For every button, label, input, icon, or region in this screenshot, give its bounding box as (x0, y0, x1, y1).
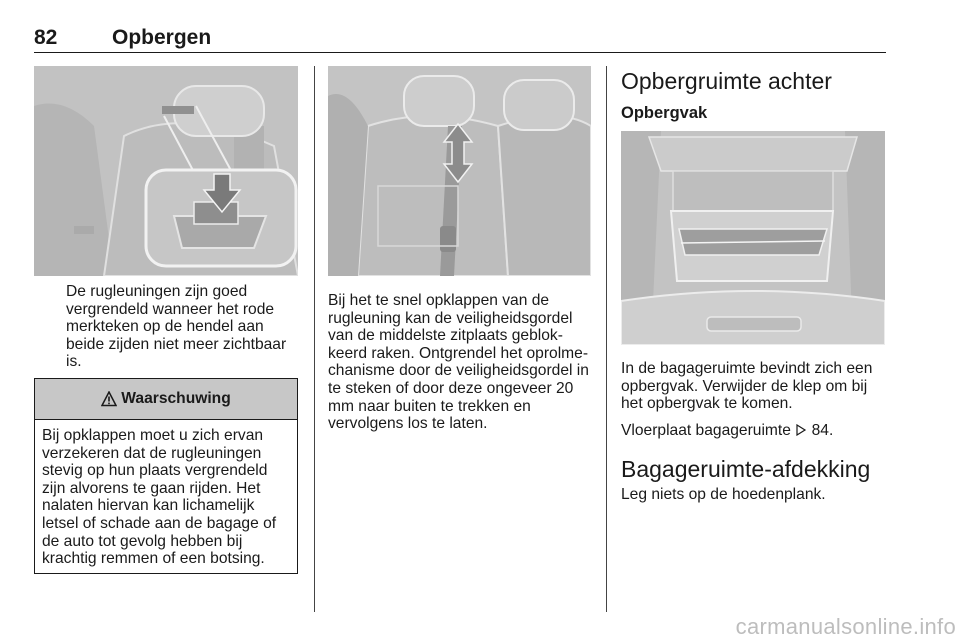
cargo-cover-heading: Bagageruimte-afdekking (621, 456, 871, 482)
storage-compartment-figure (621, 131, 885, 345)
column-divider-1 (314, 66, 315, 612)
watermark: carmanualsonline.info (735, 614, 956, 639)
cargo-cover-text (621, 486, 887, 504)
storage-paragraph: In de bagageruimte bevindt zich een opbergvak. Verwijder de klep om bij het opbergvak te komen. (621, 360, 873, 413)
seat-belt-figure (328, 66, 591, 276)
page-title: Opbergen (112, 26, 212, 49)
seat-lock-figure (34, 66, 298, 276)
warning-box (34, 378, 298, 574)
page-reference-triangle-icon (795, 424, 807, 436)
cross-reference-page[interactable]: 84. (811, 421, 834, 439)
cross-reference (621, 422, 887, 440)
page-number: 82 (34, 26, 58, 49)
warning-title: Waarschuwing (121, 390, 231, 407)
cargo-storage-compartment-icon (621, 131, 885, 345)
cargo-cover-paragraph: Leg niets op de hoedenplank. (621, 486, 826, 503)
backrest-lock-caption (66, 283, 298, 371)
warning-header (35, 379, 297, 420)
storage-text (621, 360, 887, 439)
column-divider-2 (606, 66, 607, 612)
seat-backrest-lock-icon (34, 66, 298, 276)
caption-text: De rugleuningen zijn goed vergrendeld wanneer het rode merkteken op de hendel aan beide zijden niet meer zichtbaar is. (66, 283, 287, 371)
header-divider (34, 52, 886, 53)
rear-seat-belt-icon (328, 66, 591, 276)
seat-belt-text (328, 292, 594, 433)
warning-body: Bij opklappen moet u zich ervan verzekeren dat de rugleuningen stevig op hun plaats vergrendeld zijn alvorens te gaan rijden. Het nalaten hiervan kan lichamelijk letsel of schade aan de bagage of de auto tot gevolg hebben bij krachtig remmen of een botsing. (42, 427, 277, 568)
seat-belt-paragraph: Bij het te snel opklappen van de rugleuning kan de veiligheidsgordel van de middelste zitplaats geblok-keerd raken. Ontgrendel het oprolme-chanisme door de veiligheidsgordel in te steken of door deze ongeveer 20 mm naar buiten te trekken en vervolgens los te laten. (328, 292, 589, 433)
cross-reference-label: Vloerplaat bagageruimte (621, 421, 791, 439)
subsection-heading: Opbergvak (621, 104, 708, 122)
section-heading: Opbergruimte achter (621, 68, 832, 94)
warning-triangle-icon (101, 391, 117, 407)
